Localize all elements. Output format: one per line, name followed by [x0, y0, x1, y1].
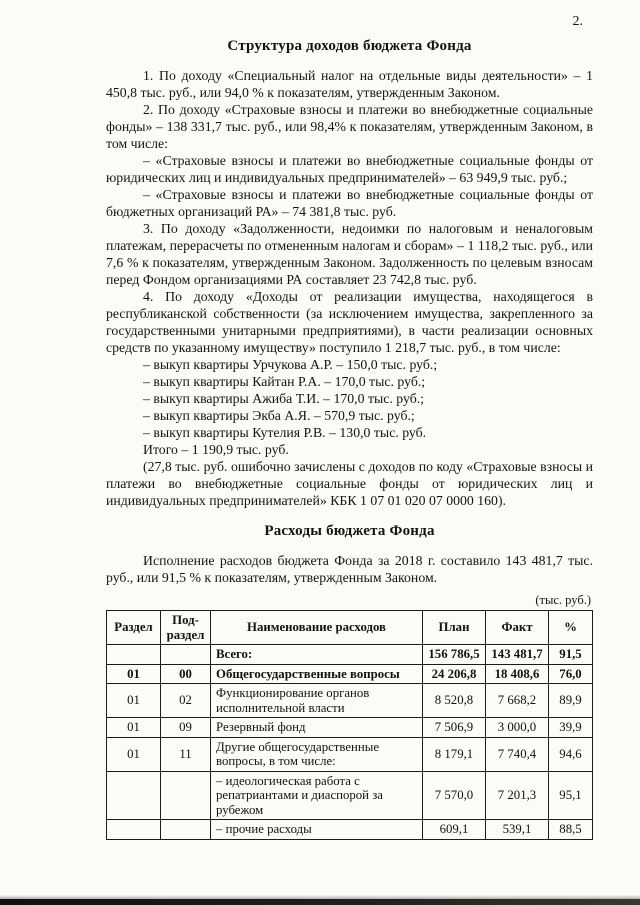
table-row-reserve-fund: [107, 718, 593, 738]
expenses-table-header: [107, 611, 593, 645]
cell-fakt: 7 668,2: [486, 684, 549, 718]
cell-pct: 95,1: [549, 771, 593, 820]
cell-razdel: [107, 645, 161, 665]
income-section-title: Структура доходов бюджета Фонда: [227, 38, 472, 54]
cell-plan: 156 786,5: [423, 645, 486, 665]
cell-plan: 8 179,1: [423, 737, 486, 771]
cell-podrazdel: 09: [161, 718, 211, 738]
cell-pct: 39,9: [549, 718, 593, 738]
cell-fakt: 539,1: [486, 820, 549, 840]
cell-pct: 88,5: [549, 820, 593, 840]
table-row-other-expenses: [107, 820, 593, 840]
cell-plan: 609,1: [423, 820, 486, 840]
cell-razdel: 01: [107, 718, 161, 738]
table-header-row: [107, 611, 593, 645]
expenses-table-body: [107, 645, 593, 840]
table-row-ideological-work: [107, 771, 593, 820]
col-header-name: Наименование расходов: [211, 611, 423, 645]
table-unit-note: (тыс. руб.): [535, 593, 591, 607]
cell-name: – идеологическая работа с репатриантами и диаспорой за рубежом: [211, 771, 423, 820]
col-header-razdel: Раздел: [107, 611, 161, 645]
cell-plan: 8 520,8: [423, 684, 486, 718]
income-subitem-legal-entities: – «Страховые взносы и платежи во внебюджетные социальные фонды от юридических лиц и индивидуальных предпринимателей» – 63 949,9 тыс. руб.;: [106, 153, 593, 185]
cell-fakt: 7 201,3: [486, 771, 549, 820]
cell-plan: 7 570,0: [423, 771, 486, 820]
table-row-total: [107, 645, 593, 665]
cell-name: – прочие расходы: [211, 820, 423, 840]
table-row-general-state: [107, 664, 593, 684]
col-header-fakt: Факт: [486, 611, 549, 645]
page-number: 2.: [572, 14, 583, 29]
cell-plan: 24 206,8: [423, 664, 486, 684]
cell-fakt: 18 408,6: [486, 664, 549, 684]
cell-name: Всего:: [211, 645, 423, 665]
cell-pct: 91,5: [549, 645, 593, 665]
cell-razdel: [107, 771, 161, 820]
cell-name: Резервный фонд: [211, 718, 423, 738]
scan-bottom-edge: [0, 899, 640, 905]
cell-name: Общегосударственные вопросы: [211, 664, 423, 684]
cell-fakt: 143 481,7: [486, 645, 549, 665]
cell-podrazdel: 11: [161, 737, 211, 771]
cell-podrazdel: [161, 771, 211, 820]
apartment-item-5: – выкуп квартиры Кутелия Р.В. – 130,0 тыс. руб.: [143, 425, 427, 440]
income-paragraph-2: 2. По доходу «Страховые взносы и платежи во внебюджетные социальные фонды» – 138 331,7 тыс. руб., или 98,4% к показателям, утвержденным Законом, в том числе:: [106, 102, 593, 151]
cell-fakt: 3 000,0: [486, 718, 549, 738]
cell-pct: 89,9: [549, 684, 593, 718]
cell-name: Другие общегосударственные вопросы, в том числе:: [211, 737, 423, 771]
cell-podrazdel: [161, 820, 211, 840]
apartment-total-line: Итого – 1 190,9 тыс. руб.: [143, 442, 289, 457]
income-paragraph-3: 3. По доходу «Задолженности, недоимки по налоговым и неналоговым платежам, перерасчеты по отмененным налогам и сборам» – 1 118,2 тыс. руб., или 7,6 % к показателям, утвержденным Законом. Задолженность по целевым взносам перед Фондом организациями РА составляет 23 742,8 тыс. руб.: [106, 221, 593, 287]
col-header-pct: %: [549, 611, 593, 645]
cell-razdel: 01: [107, 737, 161, 771]
cell-fakt: 7 740,4: [486, 737, 549, 771]
table-row-executive-bodies: [107, 684, 593, 718]
col-header-podrazdel: Под-раздел: [161, 611, 211, 645]
apartment-item-4: – выкуп квартиры Экба А.Я. – 570,9 тыс. руб.;: [143, 408, 415, 423]
table-row-other-questions: [107, 737, 593, 771]
cell-podrazdel: 00: [161, 664, 211, 684]
cell-plan: 7 506,9: [423, 718, 486, 738]
income-subitem-budget-orgs: – «Страховые взносы и платежи во внебюджетные социальные фонды от бюджетных организаций РА» – 74 381,8 тыс. руб.: [106, 187, 593, 219]
cell-name: Функционирование органов исполнительной власти: [211, 684, 423, 718]
apartment-item-3: – выкуп квартиры Ажиба Т.И. – 170,0 тыс. руб.;: [143, 391, 425, 406]
expenses-table: [106, 610, 593, 840]
cell-podrazdel: [161, 645, 211, 665]
apartment-item-1: – выкуп квартиры Урчукова А.Р. – 150,0 тыс. руб.;: [143, 357, 438, 372]
apartment-item-2: – выкуп квартиры Кайтан Р.А. – 170,0 тыс. руб.;: [143, 374, 426, 389]
cell-razdel: 01: [107, 664, 161, 684]
expenses-section-title: Расходы бюджета Фонда: [264, 523, 435, 539]
cell-razdel: [107, 820, 161, 840]
cell-podrazdel: 02: [161, 684, 211, 718]
cell-pct: 76,0: [549, 664, 593, 684]
cell-razdel: 01: [107, 684, 161, 718]
income-paragraph-1: 1. По доходу «Специальный налог на отдельные виды деятельности» – 1 450,8 тыс. руб., или 94,0 % к показателям, утвержденным Законом.: [106, 68, 593, 100]
income-paragraph-4: 4. По доходу «Доходы от реализации имущества, находящегося в республиканской собственности (за исключением имущества, закрепленного за государственными унитарными предприятиями), в части реализации основных средств по указанному имуществу» поступило 1 218,7 тыс. руб., в том числе:: [106, 289, 593, 355]
cell-pct: 94,6: [549, 737, 593, 771]
expenses-intro-paragraph: Исполнение расходов бюджета Фонда за 2018 г. составило 143 481,7 тыс. руб., или 91,5 % к показателям, утвержденным Законом.: [106, 553, 593, 585]
col-header-plan: План: [423, 611, 486, 645]
income-note-paragraph: (27,8 тыс. руб. ошибочно зачислены с доходов по коду «Страховые взносы и платежи во внебюджетные социальные фонды от юридических лиц и индивидуальных предпринимателей» КБК 1 07 01 020 07 0000 160).: [106, 459, 593, 508]
